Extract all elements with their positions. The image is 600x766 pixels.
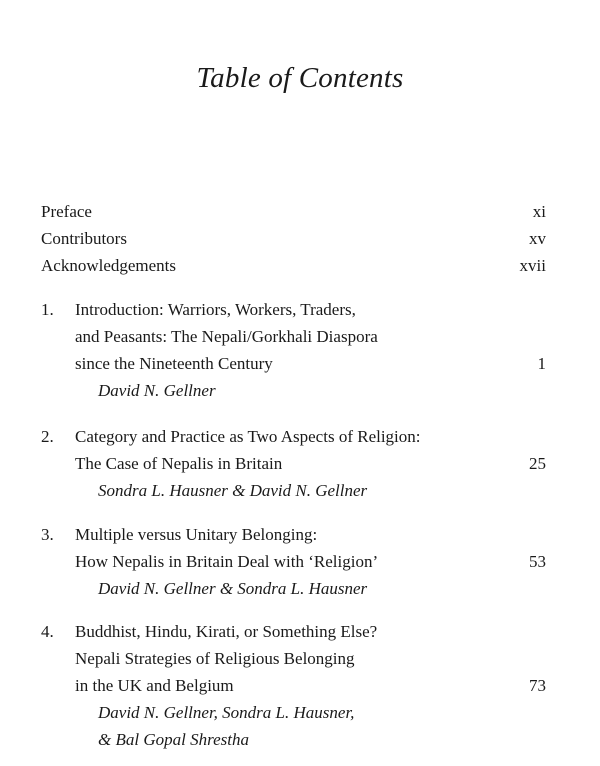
- front-matter-page: xi: [532, 202, 546, 221]
- chapter-title-line: The Case of Nepalis in Britain: [75, 454, 283, 473]
- page-title: Table of Contents: [196, 62, 404, 94]
- front-matter-page: xv: [529, 229, 546, 248]
- chapter-entry[interactable]: [41, 296, 546, 404]
- chapter-title-line: and Peasants: The Nepali/Gorkhali Diaspora: [75, 327, 378, 346]
- front-matter-item[interactable]: [41, 225, 546, 252]
- chapter-entry[interactable]: [41, 618, 546, 753]
- front-matter-label: Preface: [41, 202, 92, 221]
- chapter-page: 53: [529, 552, 546, 571]
- chapter-title-line: Multiple versus Unitary Belonging:: [75, 525, 318, 544]
- front-matter-item[interactable]: [41, 198, 546, 225]
- chapter-number: 1.: [41, 300, 54, 319]
- chapter-authors: David N. Gellner: [98, 381, 216, 400]
- front-matter-item[interactable]: [41, 252, 546, 279]
- chapter-title-line: Category and Practice as Two Aspects of Religion:: [75, 427, 421, 446]
- chapter-number: 4.: [41, 622, 54, 641]
- chapter-page: 25: [529, 454, 546, 473]
- chapter-authors: Sondra L. Hausner & David N. Gellner: [98, 481, 368, 500]
- chapter-title-line: Buddhist, Hindu, Kirati, or Something Else?: [75, 622, 378, 641]
- chapter-title-line: in the UK and Belgium: [75, 676, 234, 695]
- front-matter-page: xvii: [519, 256, 546, 275]
- chapter-page: 73: [529, 676, 546, 695]
- front-matter-label: Contributors: [41, 229, 127, 248]
- chapter-entry[interactable]: [41, 521, 546, 602]
- chapter-authors: David N. Gellner & Sondra L. Hausner: [98, 579, 368, 598]
- chapter-title-line: Introduction: Warriors, Workers, Traders,: [75, 300, 356, 319]
- chapter-entry[interactable]: [41, 423, 546, 504]
- chapter-page: 1: [537, 354, 546, 373]
- front-matter-label: Acknowledgements: [41, 256, 177, 275]
- chapter-number: 3.: [41, 525, 54, 544]
- chapter-title-line: How Nepalis in Britain Deal with ‘Religion’: [75, 552, 379, 571]
- chapter-title-line: Nepali Strategies of Religious Belonging: [75, 649, 355, 668]
- chapter-title-line: since the Nineteenth Century: [75, 354, 273, 373]
- chapter-authors: David N. Gellner, Sondra L. Hausner,: [98, 703, 355, 722]
- chapter-authors: & Bal Gopal Shrestha: [98, 730, 249, 749]
- chapter-number: 2.: [41, 427, 54, 446]
- front-matter-list: [41, 198, 546, 279]
